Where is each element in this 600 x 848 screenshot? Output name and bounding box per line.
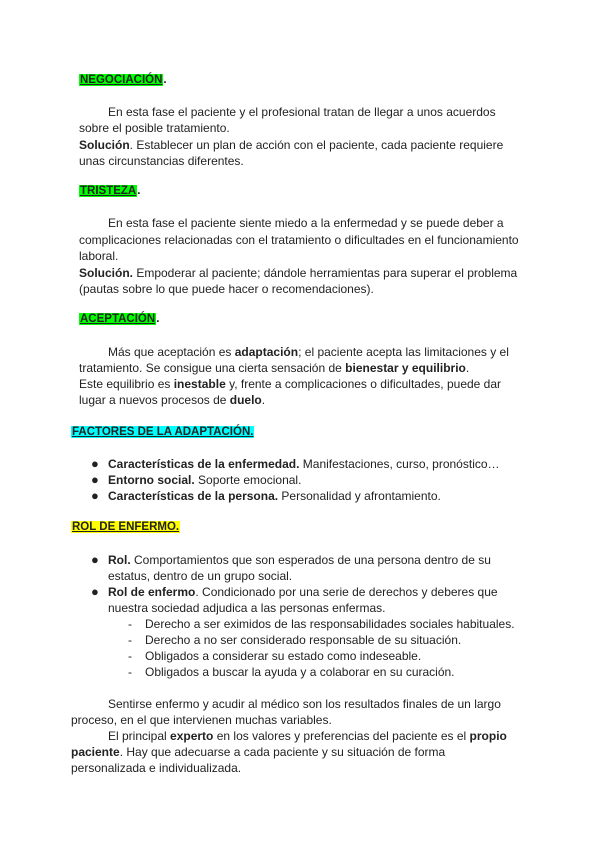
bold-run: inestable (173, 377, 226, 391)
bold-run: Características de la enfermedad. (108, 457, 300, 471)
rol-item-1-line1 (108, 552, 491, 568)
bullet-icon: ● (91, 472, 99, 487)
text-run: y, frente a complicaciones o dificultades, puede dar (225, 377, 502, 391)
bold-run: bienestar y equilibrio (345, 361, 466, 375)
heading-dot: . (163, 74, 167, 86)
tristeza-p1-line1: En esta fase el paciente siente miedo a la enfermedad y se puede deber a (108, 216, 504, 230)
rol-subitem-1: Derecho a ser eximidos de las responsabilidades sociales habituales. (145, 617, 515, 631)
solucion-label: Solución. (79, 266, 133, 280)
final-p2-line2 (71, 744, 445, 760)
text-run: . (261, 393, 266, 407)
tristeza-p1-line3: laboral. (79, 249, 119, 263)
aceptacion-line2 (79, 360, 469, 376)
heading-factores (71, 425, 254, 440)
dash-icon: - (128, 665, 132, 679)
text-run: Personalidad y afrontamiento. (278, 489, 441, 503)
bold-run: duelo (229, 393, 262, 407)
final-p1-line1: Sentirse enfermo y acudir al médico son los resultados finales de un largo (108, 697, 501, 711)
heading-negociacion-text: NEGOCIACIÓN (80, 74, 163, 86)
dash-icon: - (128, 617, 132, 631)
text-run: Más que aceptación es (108, 345, 235, 359)
heading-negociacion (79, 73, 167, 88)
text-run: . Hay que adecuarse a cada paciente y su situación de forma (119, 745, 446, 759)
bold-run: experto (170, 729, 214, 743)
heading-aceptacion (79, 312, 159, 327)
bold-run: adaptación (234, 345, 299, 359)
text-run: ; el paciente acepta las limitaciones y el (298, 345, 509, 359)
text-run: Este equilibrio es (79, 377, 174, 391)
bold-run: Características de la persona. (108, 489, 279, 503)
rol-subitem-3: Obligados a considerar su estado como indeseable. (145, 649, 422, 663)
final-p2-line3: personalizada e individualizada. (71, 761, 242, 775)
text-run: Soporte emocional. (194, 473, 302, 487)
aceptacion-line4 (79, 392, 265, 408)
heading-tristeza-text: TRISTEZA (80, 185, 137, 197)
negociacion-p1-line2: sobre el posible tratamiento. (79, 121, 230, 135)
tristeza-solucion-line2: (pautas sobre lo que puede hacer o recomendaciones). (79, 282, 374, 296)
tristeza-solucion-line1 (79, 265, 517, 281)
text-run: tratamiento. Se consigue una cierta sensación de (79, 361, 346, 375)
text-run: El principal (108, 729, 171, 743)
heading-dot: . (156, 313, 160, 325)
factores-item-3 (108, 488, 441, 504)
text-run: Comportamientos que son esperados de una persona dentro de su (130, 553, 491, 567)
aceptacion-line3 (79, 376, 501, 392)
text-run: . (465, 361, 470, 375)
heading-aceptacion-text: ACEPTACIÓN (80, 313, 156, 325)
negociacion-p1-line1: En esta fase el paciente y el profesional tratan de llegar a unos acuerdos (108, 105, 496, 119)
rol-item-1-line2: estatus, dentro de un grupo social. (108, 569, 293, 583)
bold-run: Rol de enfermo (108, 585, 196, 599)
dash-icon: - (128, 649, 132, 663)
text-run: en los valores y preferencias del paciente es el (213, 729, 470, 743)
bullet-icon: ● (91, 584, 99, 599)
text-run: . Condicionado por una serie de derechos y deberes que (195, 585, 498, 599)
tristeza-p1-line2: complicaciones relacionadas con el tratamiento o dificultades en el funcionamiento (79, 233, 519, 247)
text-run: Manifestaciones, curso, pronóstico… (299, 457, 500, 471)
rol-subitem-2: Derecho a no ser considerado responsable de su situación. (145, 633, 462, 647)
final-p2-line1 (108, 728, 507, 744)
aceptacion-line1 (108, 344, 509, 360)
bold-run: paciente (71, 745, 120, 759)
negociacion-solucion-line1 (79, 137, 503, 153)
bullet-icon: ● (91, 552, 99, 567)
rol-subitem-4: Obligados a buscar la ayuda y a colaborar en su curación. (145, 665, 455, 679)
solucion-label: Solución (79, 138, 130, 152)
bullet-icon: ● (91, 488, 99, 503)
bullet-icon: ● (91, 456, 99, 471)
dash-icon: - (128, 633, 132, 647)
final-p1-line2: proceso, en el que intervienen muchas variables. (71, 713, 332, 727)
heading-tristeza (79, 184, 140, 199)
heading-rol-text: ROL DE ENFERMO. (72, 521, 180, 533)
solucion-text: . Establecer un plan de acción con el paciente, cada paciente requiere (129, 138, 504, 152)
heading-dot: . (137, 185, 141, 197)
heading-factores-text: FACTORES DE LA ADAPTACIÓN. (72, 426, 254, 438)
factores-item-1 (108, 456, 500, 472)
bold-run: Rol. (108, 553, 131, 567)
factores-item-2 (108, 472, 301, 488)
text-run: lugar a nuevos procesos de (79, 393, 230, 407)
negociacion-solucion-line2: unas circunstancias diferentes. (79, 154, 244, 168)
rol-item-2-line2: nuestra sociedad adjudica a las personas enfermas. (108, 601, 386, 615)
heading-rol (71, 520, 180, 535)
rol-item-2-line1 (108, 584, 498, 600)
solucion-text: Empoderar al paciente; dándole herramientas para superar el problema (133, 266, 518, 280)
bold-run: Entorno social. (108, 473, 195, 487)
bold-run: propio (469, 729, 507, 743)
